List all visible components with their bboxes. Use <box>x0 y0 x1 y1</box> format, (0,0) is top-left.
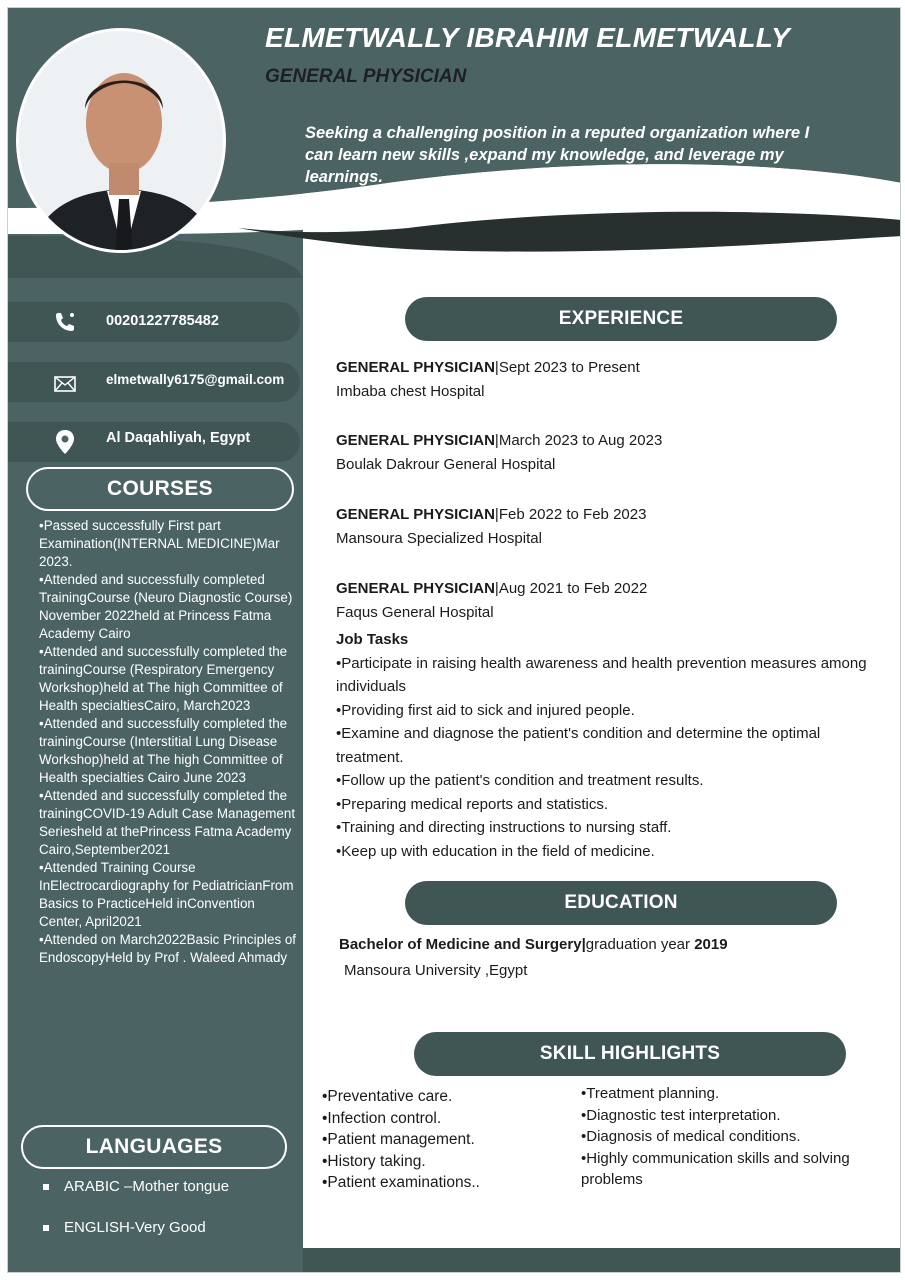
skill-item: •History taking. <box>322 1152 426 1170</box>
courses-list <box>39 517 301 967</box>
skill-item: •Highly communication skills and solving problems <box>581 1149 850 1188</box>
course-item: •Attended Training Course InElectrocardiography for PediatricianFrom Basics to PracticeHeld inConvention Center, April2021 <box>39 860 294 929</box>
course-item: •Attended and successfully completed TrainingCourse (Neuro Diagnostic Course) November 2022held at Princess Fatma Academy Cairo <box>39 572 293 641</box>
education-heading: EDUCATION <box>405 881 837 925</box>
resume-page <box>7 7 901 1273</box>
skill-item: •Diagnosis of medical conditions. <box>581 1128 801 1145</box>
language-item: ARABIC –Mother tongue <box>43 1178 229 1195</box>
task-item: •Participate in raising health awareness and health prevention measures among individuals <box>336 654 867 695</box>
experience-heading: EXPERIENCE <box>405 297 837 341</box>
profile-photo <box>16 28 226 253</box>
degree: Bachelor of Medicine and Surgery <box>339 936 582 953</box>
bullet-icon <box>43 1225 49 1231</box>
task-item: •Follow up the patient's condition and treatment results. <box>336 772 704 789</box>
languages-list <box>43 1178 229 1260</box>
experience-place: Mansoura Specialized Hospital <box>336 530 542 547</box>
skills-left-list <box>322 1086 480 1194</box>
course-item: •Attended and successfully completed the trainingCourse (Interstitial Lung Disease Workshop)held at The high Committee of Health specialties Cairo June 2023 <box>39 716 288 785</box>
education-entry: Bachelor of Medicine and Surgery|graduation year 2019 Mansoura University ,Egypt <box>339 932 728 984</box>
task-item: •Training and directing instructions to nursing staff. <box>336 819 672 836</box>
skill-item: •Preventative care. <box>322 1088 453 1105</box>
courses-heading: COURSES <box>26 467 294 511</box>
experience-place: Boulak Dakrour General Hospital <box>336 456 556 473</box>
experience-entry: GENERAL PHYSICIAN|Aug 2021 to Feb 2022 Faqus General Hospital <box>336 577 647 625</box>
skill-item: •Infection control. <box>322 1109 442 1127</box>
task-item: •Keep up with education in the field of medicine. <box>336 842 655 860</box>
bullet-icon <box>43 1184 49 1190</box>
language-item: ENGLISH-Very Good <box>43 1219 229 1236</box>
experience-entry: GENERAL PHYSICIAN|Sept 2023 to Present Imbaba chest Hospital <box>336 356 640 404</box>
graduation-year: 2019 <box>694 936 728 953</box>
job-tasks <box>336 628 891 863</box>
languages-heading: LANGUAGES <box>21 1125 287 1169</box>
candidate-name: ELMETWALLY IBRAHIM ELMETWALLY <box>265 22 791 53</box>
job-tasks-heading: Job Tasks <box>336 631 409 648</box>
skill-item: •Treatment planning. <box>581 1085 720 1102</box>
skill-item: •Patient management. <box>322 1131 475 1148</box>
envelope-icon <box>52 371 78 397</box>
experience-place: Faqus General Hospital <box>336 604 494 621</box>
task-item: •Preparing medical reports and statistics. <box>336 795 609 813</box>
skills-right-list <box>581 1083 851 1191</box>
experience-place: Imbaba chest Hospital <box>336 383 485 400</box>
skill-item: •Patient examinations.. <box>322 1174 480 1191</box>
skills-heading: SKILL HIGHLIGHTS <box>414 1032 846 1076</box>
footer-bar <box>303 1248 901 1273</box>
phone-icon <box>52 309 78 335</box>
objective-statement: Seeking a challenging position in a reputed organization where I can learn new skills ,expand my knowledge, and leverage my learnings. <box>305 124 810 186</box>
course-item: •Attended on March2022Basic Principles of EndoscopyHeld by Prof . Waleed Ahmady <box>39 932 297 965</box>
experience-entry: GENERAL PHYSICIAN|Feb 2022 to Feb 2023 Mansoura Specialized Hospital <box>336 503 646 551</box>
course-item: •Attended and successfully completed the trainingCourse (Respiratory Emergency Workshop)held at The high Committee of Health specialtiesCairo, March2023 <box>39 644 288 713</box>
task-item: •Examine and diagnose the patient's condition and determine the optimal treatment. <box>336 725 821 766</box>
university: Mansoura University ,Egypt <box>344 962 528 979</box>
course-item: •Attended and successfully completed the trainingCOVID-19 Adult Case Management Seriesheld at thePrincess Fatma Academy Cairo,September2021 <box>39 788 296 857</box>
course-item: •Passed successfully First part Examination(INTERNAL MEDICINE)Mar 2023. <box>39 518 280 569</box>
candidate-role: GENERAL PHYSICIAN <box>265 66 467 87</box>
email-address: elmetwally6175@gmail.com <box>106 372 285 387</box>
task-item: •Providing first aid to sick and injured people. <box>336 701 635 719</box>
experience-entry: GENERAL PHYSICIAN|March 2023 to Aug 2023 Boulak Dakrour General Hospital <box>336 429 662 477</box>
location-pin-icon <box>52 429 78 455</box>
phone-number: 00201227785482 <box>106 313 219 329</box>
skill-item: •Diagnostic test interpretation. <box>581 1106 781 1124</box>
location-text: Al Daqahliyah, Egypt <box>106 430 251 446</box>
